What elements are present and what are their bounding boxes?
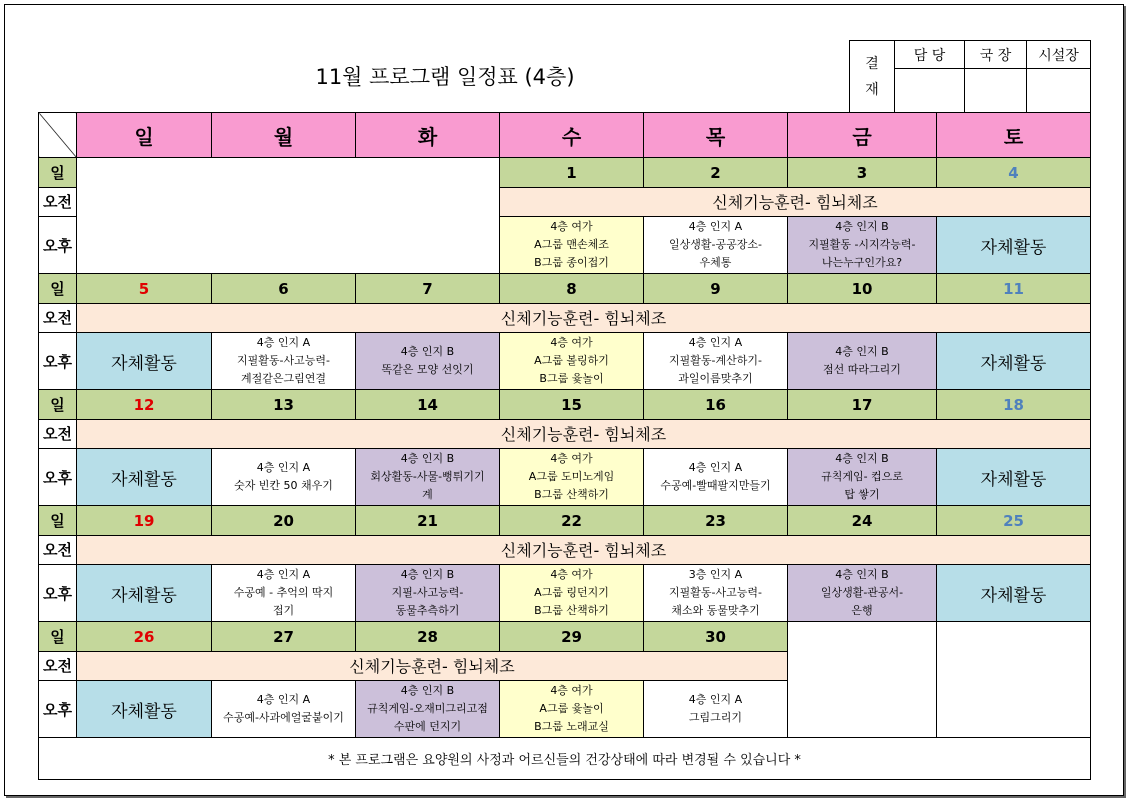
activity-line: 4층 여가: [550, 684, 593, 698]
morning-program: 신체기능훈련- 힘뇌체조: [77, 651, 788, 680]
activity-line: 4층 인지 B: [835, 568, 889, 582]
date-cell-saturday: 25: [937, 506, 1091, 535]
date-cell: 7: [356, 274, 500, 303]
approval-facility-head-header: 시설장: [1027, 41, 1091, 69]
activity-line: A그룹 도미노게임: [528, 470, 615, 484]
self-activity-cell: 자체활동: [937, 564, 1091, 622]
activity-line: 일상생활-관공서-: [820, 586, 904, 600]
activity-cell: [212, 448, 356, 506]
activity-line: 점선 따라그리기: [823, 363, 901, 377]
activity-line: 계절같은그림연결: [240, 372, 326, 386]
date-cell: 21: [356, 506, 500, 535]
activity-line: 지필활동-계산하기-: [669, 354, 762, 368]
activity-line: B그룹 노래교실: [534, 720, 609, 734]
activity-line: 지필활동 -시지각능력-: [808, 238, 916, 252]
date-cell-sunday: 5: [77, 274, 212, 303]
date-cell: 27: [212, 622, 356, 651]
row-label-morning: 오전: [39, 535, 77, 564]
date-cell: 22: [500, 506, 644, 535]
self-activity-cell: 자체활동: [77, 448, 212, 506]
self-activity-cell: 자체활동: [937, 332, 1091, 390]
activity-line: 4층 인지 B: [400, 345, 455, 359]
date-cell: 23: [644, 506, 788, 535]
date-cell-saturday: 4: [937, 158, 1091, 187]
activity-line: 우체통: [699, 256, 732, 270]
date-cell: 2: [644, 158, 788, 187]
activity-line: 규칙게임- 컵으로: [821, 470, 903, 484]
activity-line: 4층 인지 B: [400, 684, 455, 698]
row-label-morning: 오전: [39, 419, 77, 448]
activity-line: B그룹 산책하기: [534, 604, 609, 618]
morning-program: 신체기능훈련- 힘뇌체조: [77, 419, 1091, 448]
activity-cell: [356, 564, 500, 622]
activity-line: 나는누구인가요?: [821, 256, 903, 270]
activity-cell: [644, 332, 788, 390]
weekday-tue: 화: [356, 113, 500, 158]
activity-line: 4층 인지 B: [835, 345, 889, 359]
activity-line: 4층 여가: [550, 220, 593, 234]
date-cell-sunday: 12: [77, 390, 212, 419]
footer-note: * 본 프로그램은 요양원의 사정과 어르신들의 건강상태에 따라 변경될 수 있습니다 *: [39, 738, 1091, 780]
date-cell: 24: [788, 506, 937, 535]
date-cell: 1: [500, 158, 644, 187]
activity-line: 수공예-빨때팔지만들기: [660, 479, 771, 493]
approval-director-sign: [965, 69, 1027, 113]
activity-cell: [788, 216, 937, 274]
date-cell: 17: [788, 390, 937, 419]
row-label-afternoon: 오후: [39, 448, 77, 506]
activity-line: 계: [422, 488, 433, 502]
date-cell: 13: [212, 390, 356, 419]
activity-line: 4층 인지 B: [835, 220, 889, 234]
activity-line: 4층 인지 A: [688, 220, 743, 234]
self-activity-cell: 자체활동: [77, 564, 212, 622]
date-cell: 29: [500, 622, 644, 651]
activity-cell: [644, 216, 788, 274]
schedule-table: [38, 112, 1091, 780]
activity-cell: [788, 448, 937, 506]
activity-line: 숫자 빈칸 50 채우기: [234, 479, 333, 493]
approval-label-bottom: 재: [865, 81, 879, 98]
activity-cell: [644, 448, 788, 506]
date-cell: 15: [500, 390, 644, 419]
activity-cell: [356, 332, 500, 390]
activity-line: 똑같은 모양 선잇기: [381, 363, 474, 377]
activity-line: 4층 인지 A: [256, 461, 311, 475]
activity-line: 3층 인지 A: [688, 568, 743, 582]
row-label-date: 일: [39, 390, 77, 419]
activity-line: 수판에 던지기: [393, 720, 462, 734]
activity-line: 접기: [272, 604, 295, 618]
date-cell: 9: [644, 274, 788, 303]
date-cell-sunday: 19: [77, 506, 212, 535]
activity-line: 4층 인지 A: [688, 461, 743, 475]
activity-cell: [788, 332, 937, 390]
activity-cell: [500, 564, 644, 622]
date-cell: 28: [356, 622, 500, 651]
row-label-date: 일: [39, 506, 77, 535]
activity-line: 4층 여가: [550, 452, 593, 466]
activity-cell: [212, 564, 356, 622]
date-cell: 16: [644, 390, 788, 419]
date-cell: 6: [212, 274, 356, 303]
activity-line: 채소와 동물맞추기: [671, 604, 760, 618]
date-cell: 3: [788, 158, 937, 187]
page-title: 11월 프로그램 일정표 (4층): [315, 65, 575, 89]
approval-label: [850, 41, 895, 113]
activity-cell: [644, 564, 788, 622]
activity-line: 회상활동-사물-뻥튀기기: [370, 470, 485, 484]
row-label-morning: 오전: [39, 187, 77, 216]
activity-line: 지필-사고능력-: [391, 586, 464, 600]
activity-cell: [356, 680, 500, 738]
row-label-afternoon: 오후: [39, 332, 77, 390]
weekday-fri: 금: [788, 113, 937, 158]
activity-cell: [644, 680, 788, 738]
date-cell: 14: [356, 390, 500, 419]
date-cell-saturday: 18: [937, 390, 1091, 419]
activity-line: 4층 인지 B: [400, 568, 455, 582]
activity-line: A그룹 윷놀이: [539, 702, 604, 716]
self-activity-cell: 자체활동: [937, 448, 1091, 506]
weekday-sat: 토: [937, 113, 1091, 158]
activity-line: 그림그리기: [688, 711, 743, 725]
weekday-wed: 수: [500, 113, 644, 158]
date-cell-sunday: 26: [77, 622, 212, 651]
morning-program: 신체기능훈련- 힘뇌체조: [77, 535, 1091, 564]
approval-director-header: 국 장: [965, 41, 1027, 69]
activity-line: 은행: [851, 604, 873, 618]
activity-line: 4층 인지 A: [688, 693, 743, 707]
row-label-afternoon: 오후: [39, 216, 77, 274]
approval-facility-head-sign: [1027, 69, 1091, 113]
activity-line: 4층 인지 A: [256, 693, 311, 707]
row-label-afternoon: 오후: [39, 564, 77, 622]
date-cell-saturday: 11: [937, 274, 1091, 303]
activity-line: B그룹 종이접기: [534, 256, 609, 270]
activity-cell: [788, 564, 937, 622]
activity-cell: [356, 448, 500, 506]
activity-line: 동물추측하기: [395, 604, 460, 618]
empty-cell: [937, 622, 1091, 738]
row-label-afternoon: 오후: [39, 680, 77, 738]
weekday-sun: 일: [77, 113, 212, 158]
activity-line: 4층 여가: [550, 568, 593, 582]
activity-line: 수공예-사과에얼굴붙이기: [223, 711, 344, 725]
activity-line: 4층 인지 B: [835, 452, 889, 466]
activity-line: B그룹 산책하기: [534, 488, 609, 502]
approval-manager-sign: [895, 69, 965, 113]
approval-label-top: 결: [865, 55, 879, 72]
row-label-morning: 오전: [39, 651, 77, 680]
activity-line: 4층 여가: [550, 336, 593, 350]
row-label-date: 일: [39, 274, 77, 303]
row-label-date: 일: [39, 622, 77, 651]
morning-program: 신체기능훈련- 힘뇌체조: [77, 303, 1091, 332]
activity-line: A그룹 링던지기: [534, 586, 609, 600]
morning-program: 신체기능훈련- 힘뇌체조: [500, 187, 1091, 216]
empty-cell: [788, 622, 937, 738]
activity-line: 일상생활-공공장소-: [669, 238, 762, 252]
weekday-thu: 목: [644, 113, 788, 158]
weekday-mon: 월: [212, 113, 356, 158]
approval-manager-header: 담 당: [895, 41, 965, 69]
date-cell: 8: [500, 274, 644, 303]
date-cell: 20: [212, 506, 356, 535]
row-label-date: 일: [39, 158, 77, 187]
approval-box: [849, 40, 1091, 113]
date-cell: 30: [644, 622, 788, 651]
activity-line: 4층 인지 B: [400, 452, 455, 466]
activity-line: 지필활동-사고능력-: [237, 354, 330, 368]
activity-line: 지필활동-사고능력-: [669, 586, 762, 600]
activity-cell: [500, 448, 644, 506]
activity-line: 규칙게임-오재미그리고점: [367, 702, 488, 716]
activity-cell: [500, 332, 644, 390]
row-label-morning: 오전: [39, 303, 77, 332]
corner-cell: [39, 113, 77, 158]
activity-line: 4층 인지 A: [256, 568, 311, 582]
activity-cell: [500, 216, 644, 274]
self-activity-cell: 자체활동: [77, 332, 212, 390]
activity-line: 4층 인지 A: [256, 336, 311, 350]
activity-line: 탑 쌓기: [844, 488, 880, 502]
activity-line: B그룹 윷놀이: [539, 372, 604, 386]
self-activity-cell: 자체활동: [937, 216, 1091, 274]
empty-cell: [77, 158, 500, 274]
self-activity-cell: 자체활동: [77, 680, 212, 738]
activity-cell: [212, 332, 356, 390]
activity-line: 과일이름맞추기: [678, 372, 753, 386]
activity-line: A그룹 볼링하기: [534, 354, 609, 368]
activity-line: 수공예 - 추억의 딱지: [233, 586, 334, 600]
activity-cell: [500, 680, 644, 738]
date-cell: 10: [788, 274, 937, 303]
activity-line: A그룹 맨손체조: [534, 238, 609, 252]
activity-line: 4층 인지 A: [688, 336, 743, 350]
activity-cell: [212, 680, 356, 738]
